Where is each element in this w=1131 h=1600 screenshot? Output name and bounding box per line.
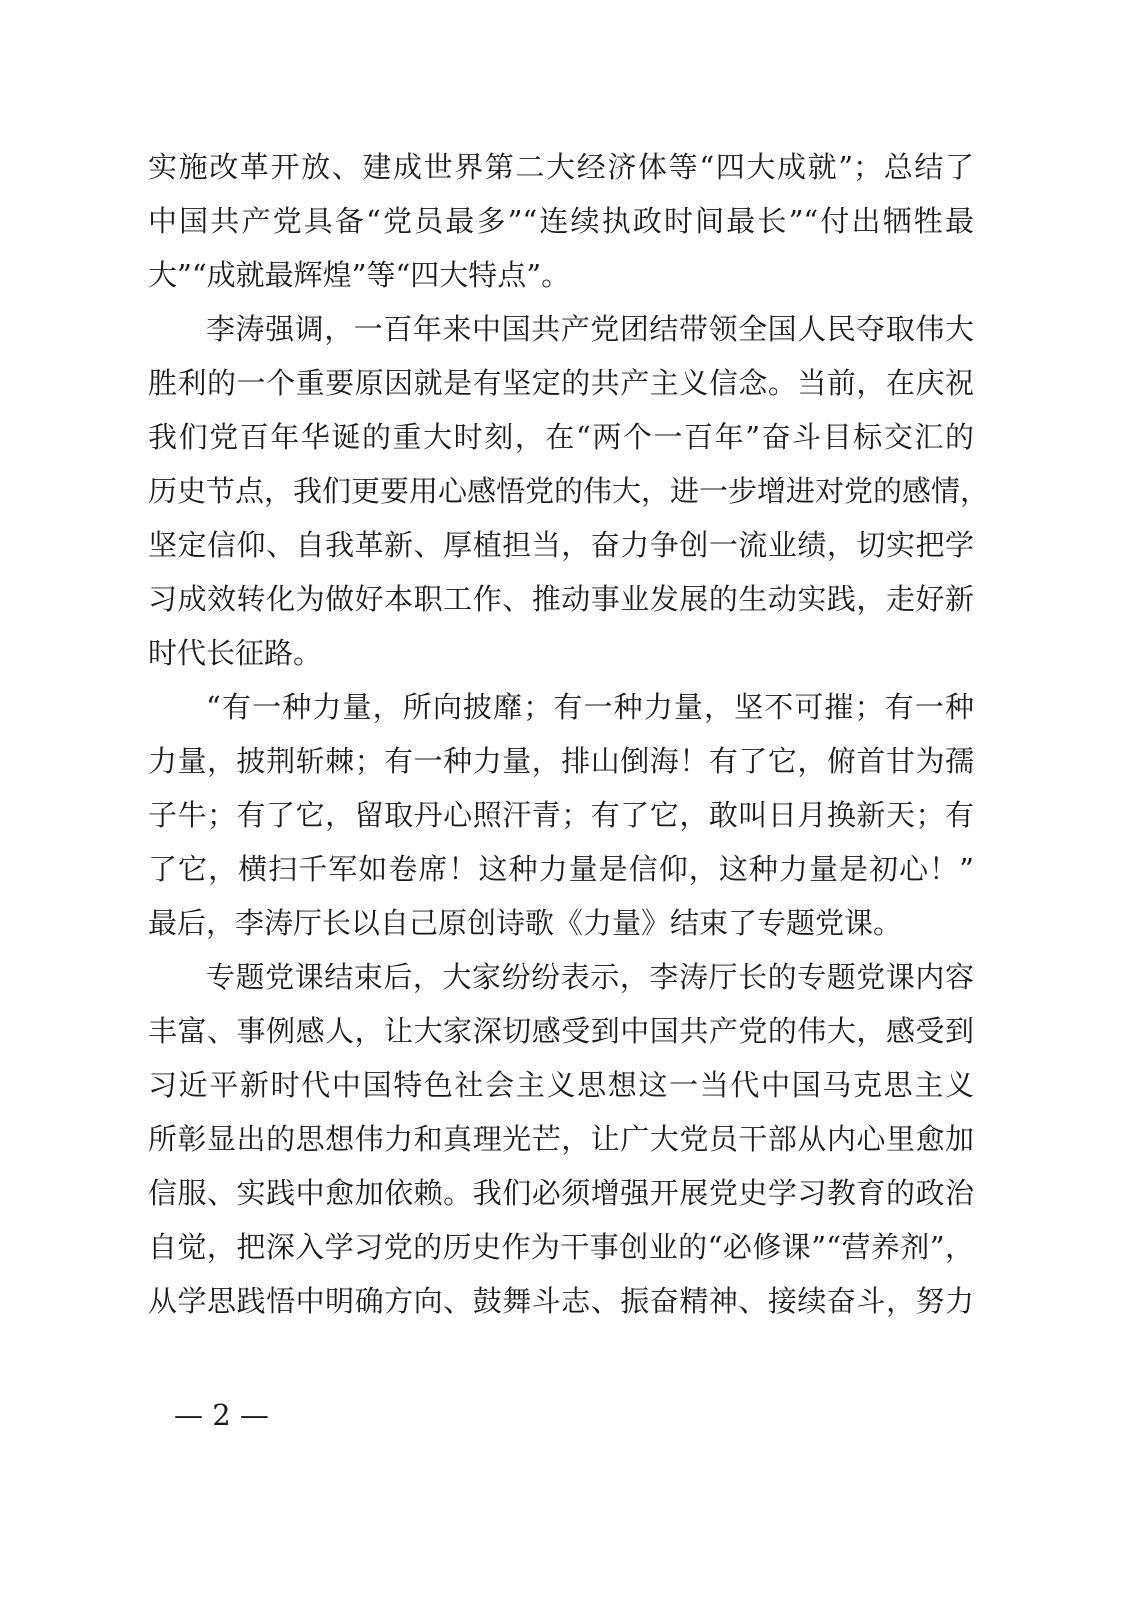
text-line: 坚定信仰、自我革新、厚植担当，奋力争创一流业绩，切实把学 — [148, 528, 974, 562]
page-number: — 2 — — [174, 1398, 269, 1432]
text-line: 中国共产党具备“党员最多”“连续执政时间最长”“付出牺牲最 — [148, 204, 974, 238]
text-line: 李涛强调，一百年来中国共产党团结带领全国人民夺取伟大 — [206, 312, 974, 346]
text-line: 了它，横扫千军如卷席！这种力量是信仰，这种力量是初心！” — [148, 852, 974, 886]
text-line: 胜利的一个重要原因就是有坚定的共产主义信念。当前，在庆祝 — [148, 366, 974, 400]
text-line: 习近平新时代中国特色社会主义思想这一当代中国马克思主义 — [148, 1068, 974, 1102]
text-line: 最后，李涛厅长以自己原创诗歌《力量》结束了专题党课。 — [148, 906, 903, 940]
text-line: 丰富、事例感人，让大家深切感受到中国共产党的伟大，感受到 — [148, 1014, 974, 1048]
text-line: 所彰显出的思想伟力和真理光芒，让广大党员干部从内心里愈加 — [148, 1122, 974, 1156]
text-line: 信服、实践中愈加依赖。我们必须增强开展党史学习教育的政治 — [148, 1176, 974, 1210]
paragraph — [148, 680, 974, 950]
text-line: 历史节点，我们更要用心感悟党的伟大，进一步增进对党的感情， — [148, 474, 990, 508]
text-line: 力量，披荆斩棘；有一种力量，排山倒海！有了它，俯首甘为孺 — [148, 744, 974, 778]
paragraph — [148, 950, 974, 1328]
text-line: 实施改革开放、建成世界第二大经济体等“四大成就”；总结了 — [148, 150, 974, 184]
text-line: 习成效转化为做好本职工作、推动事业发展的生动实践，走好新 — [148, 582, 974, 616]
text-line: 时代长征路。 — [148, 636, 323, 670]
text-line: 自觉，把深入学习党的历史作为干事创业的“必修课”“营养剂”， — [148, 1230, 974, 1264]
text-line: 专题党课结束后，大家纷纷表示，李涛厅长的专题党课内容 — [206, 960, 974, 994]
text-line: 从学思践悟中明确方向、鼓舞斗志、振奋精神、接续奋斗，努力 — [148, 1284, 974, 1318]
text-line: 我们党百年华诞的重大时刻，在“两个一百年”奋斗目标交汇的 — [148, 420, 974, 454]
paragraph — [148, 302, 990, 680]
text-line: 大”“成就最辉煌”等“四大特点”。 — [148, 258, 571, 292]
text-line: 子牛；有了它，留取丹心照汗青；有了它，敢叫日月换新天；有 — [148, 798, 974, 832]
body-text — [148, 140, 990, 1328]
paragraph — [148, 140, 974, 302]
text-line: “有一种力量，所向披靡；有一种力量，坚不可摧；有一种 — [206, 690, 974, 724]
